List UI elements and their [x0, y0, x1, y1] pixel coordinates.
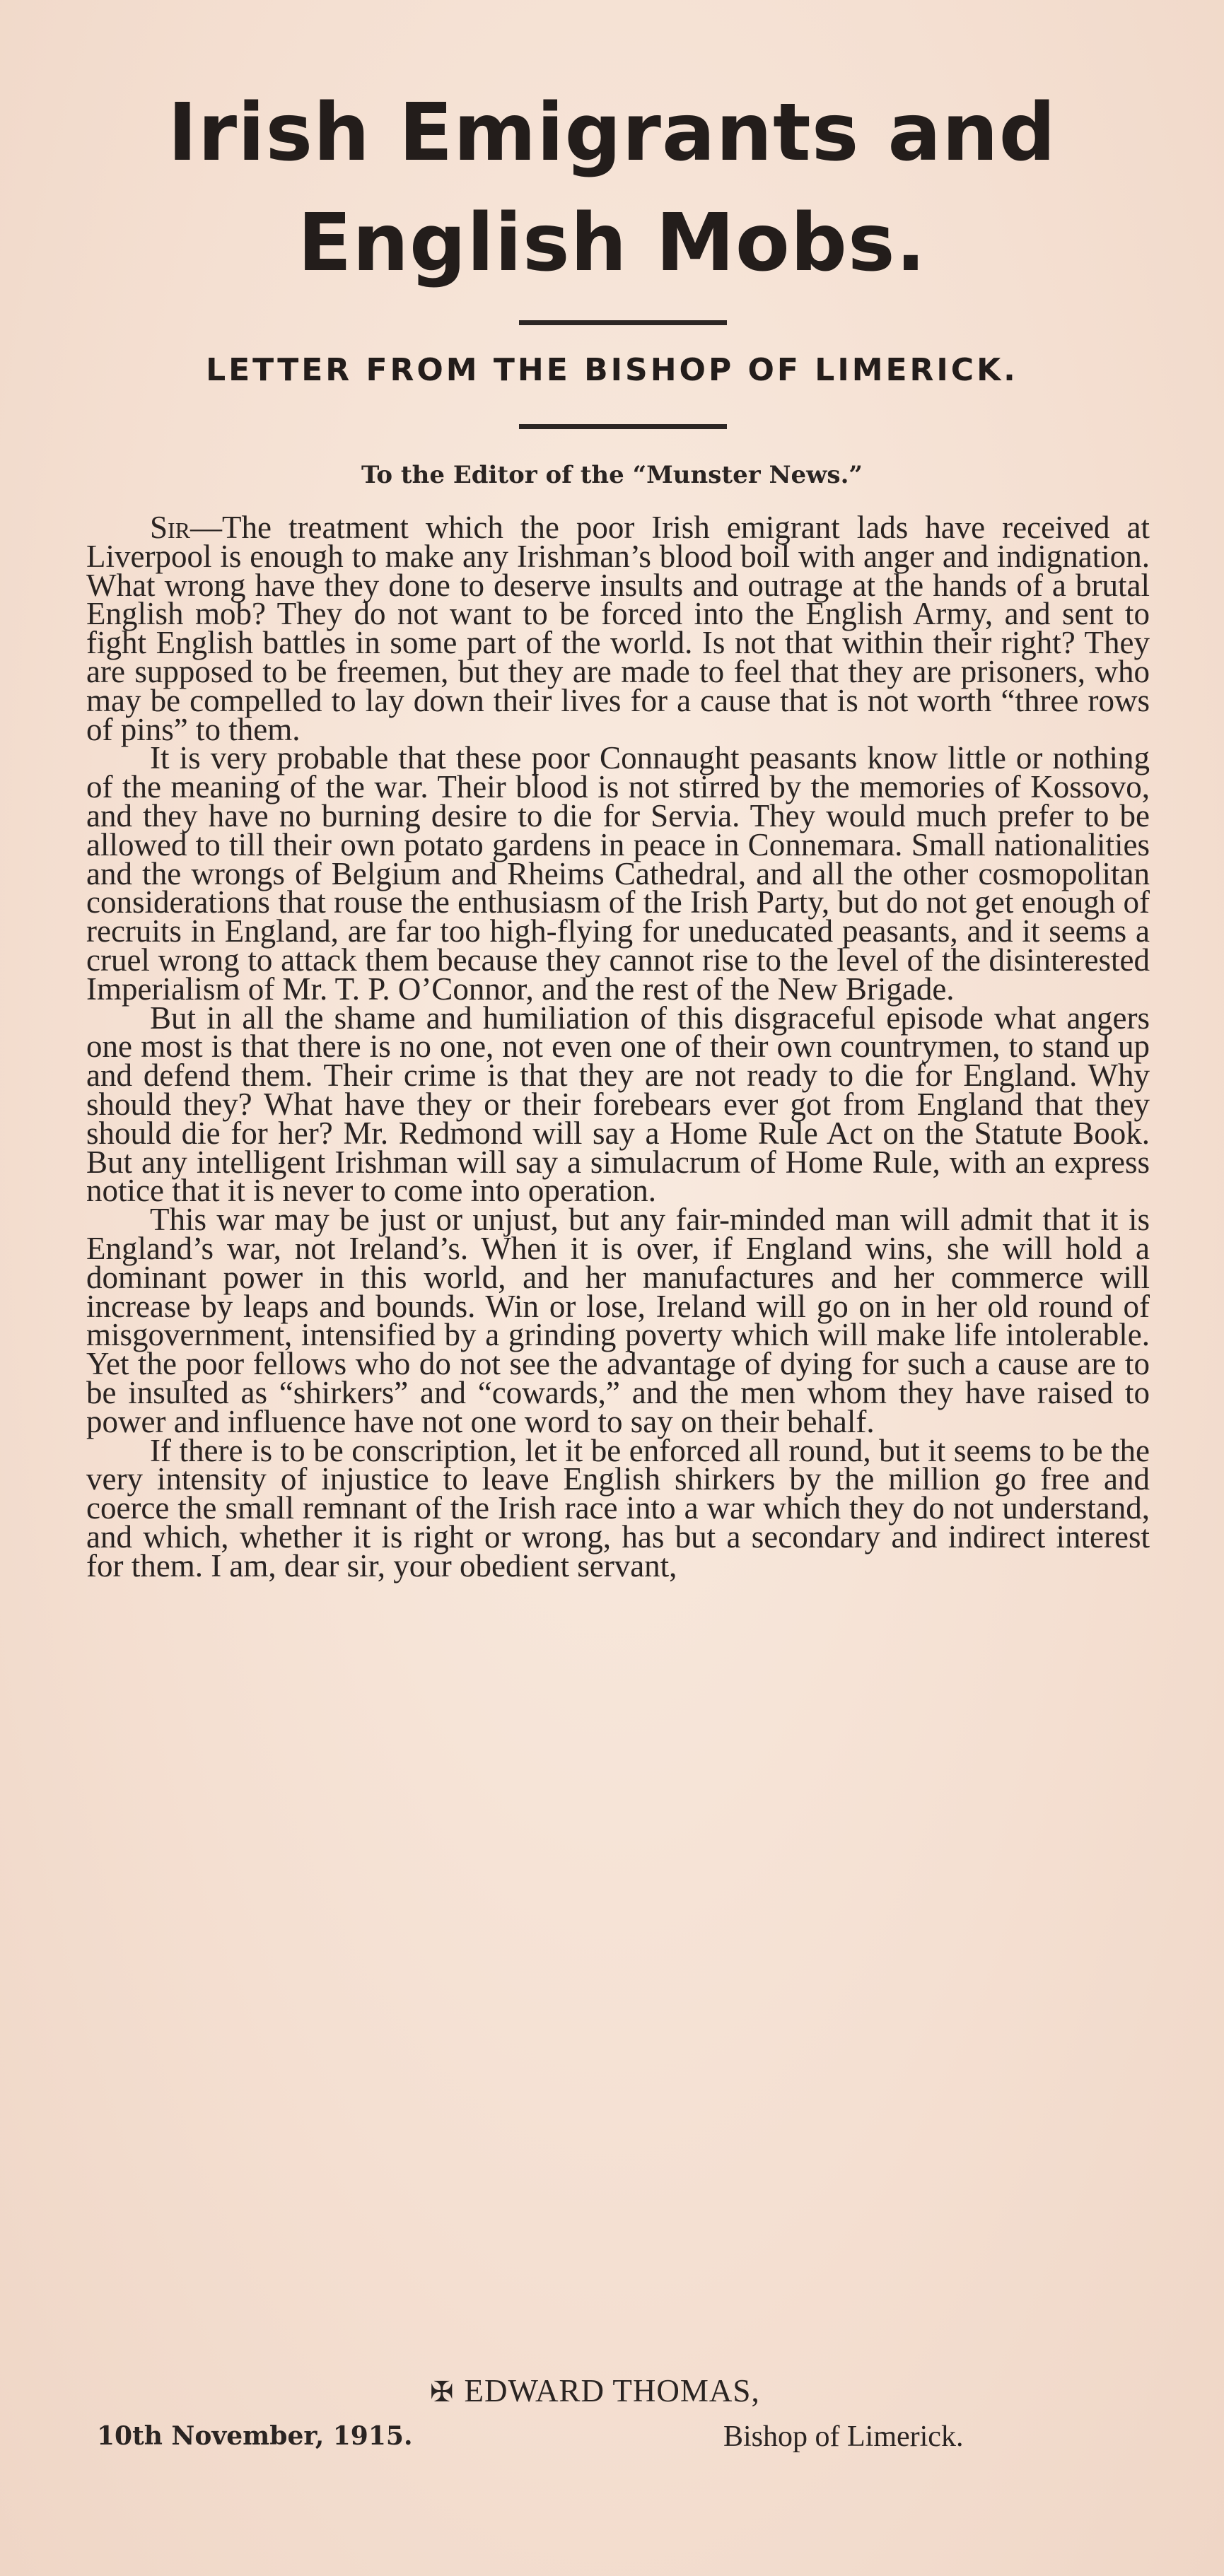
paragraph-5: If there is to be conscription, let it be enforced all round, but it seems to be the very intensity of injustice to leave English shirkers by the million go free and coerce the small remnant of the Irish race into a war which they do not understand, and which, whether it is right or wrong, has but a secondary and indirect interest for them. I am, dear sir, your obedient servant, — [86, 1432, 1150, 1583]
signatory-name: EDWARD THOMAS, — [464, 2373, 760, 2408]
subtitle: LETTER FROM THE BISHOP OF LIMERICK. — [206, 352, 1018, 388]
signature-name-line — [430, 2375, 760, 2407]
letter-body — [86, 510, 1150, 1583]
paragraph-3: But in all the shame and humiliation of this disgraceful episode what angers one most is that there is no one, not even one of their own countrymen, to stand up and defend them. Their crime is that they are not ready to die for England. Why should they? What have they or their forebears ever got from England that they should die for her? Mr. Redmond will say a Home Rule Act on the Statute Book. But any intelligent Irishman will say a simulacrum of Home Rule, with an express notice that it is never to come into operation. — [86, 1000, 1150, 1209]
opening-word: Sir — [150, 510, 191, 545]
paragraph-2: It is very probable that these poor Connaught peasants know little or nothing of the meaning of the war. Their blood is not stirred by the memories of Kossovo, and they have no burning desire to die for Servia. They would much prefer to be allowed to till their own potato gardens in peace in Connemara. Small nationalities and the wrongs of Belgium and Rheims Cathedral, and all the other cosmopolitan considerations that rouse the enthusiasm of the Irish Party, but do not get enough of recruits in England, are far too high-flying for uneducated peasants, and it seems a cruel wrong to attack them because they cannot rise to the level of the disinterested Imperialism of Mr. T. P. O’Connor, and the rest of the New Brigade. — [86, 740, 1150, 1007]
paragraph-1-text: —The treatment which the poor Irish emigrant lads have received at Liverpool is enough to make any Irishman’s blood boil with anger and indignation. What wrong have they done to deserve insults and outrage at the hands of a brutal English mob? They do not want to be forced into the English Army, and sent to fight English battles in some part of the world. Is not that within their right? They are supposed to be freemen, but they are made to feel that they are prisoners, who may be compelled to lay down their lives for a cause that is not worth “three rows of pins” to them. — [86, 510, 1150, 747]
letter-date: 10th November, 1915. — [97, 2421, 413, 2451]
paragraph-4: This war may be just or unjust, but any fair-minded man will admit that it is England’s war, not Ireland’s. When it is over, if England wins, she will hold a dominant power in this world, and her manufactures and her commerce will increase by leaps and bounds. Win or lose, Ireland will go on in her old round of misgovernment, intensified by a grinding poverty which will make life intolerable. Yet the poor fellows who do not see the advantage of dying for such a cause are to be insulted as “shirkers” and “cowards,” and the men whom they have raised to power and influence have not one word to say on their behalf. — [86, 1202, 1150, 1439]
salutation: To the Editor of the “Munster News.” — [361, 461, 863, 489]
paragraph-1 — [86, 510, 1150, 747]
cross-icon: ✠ — [430, 2376, 455, 2408]
divider-rule-bottom — [519, 424, 727, 429]
signatory-office: Bishop of Limerick. — [723, 2420, 964, 2453]
headline-line-2: English Mobs. — [297, 197, 927, 289]
headline-line-1: Irish Emigrants and — [168, 87, 1056, 179]
divider-rule-top — [519, 320, 727, 325]
